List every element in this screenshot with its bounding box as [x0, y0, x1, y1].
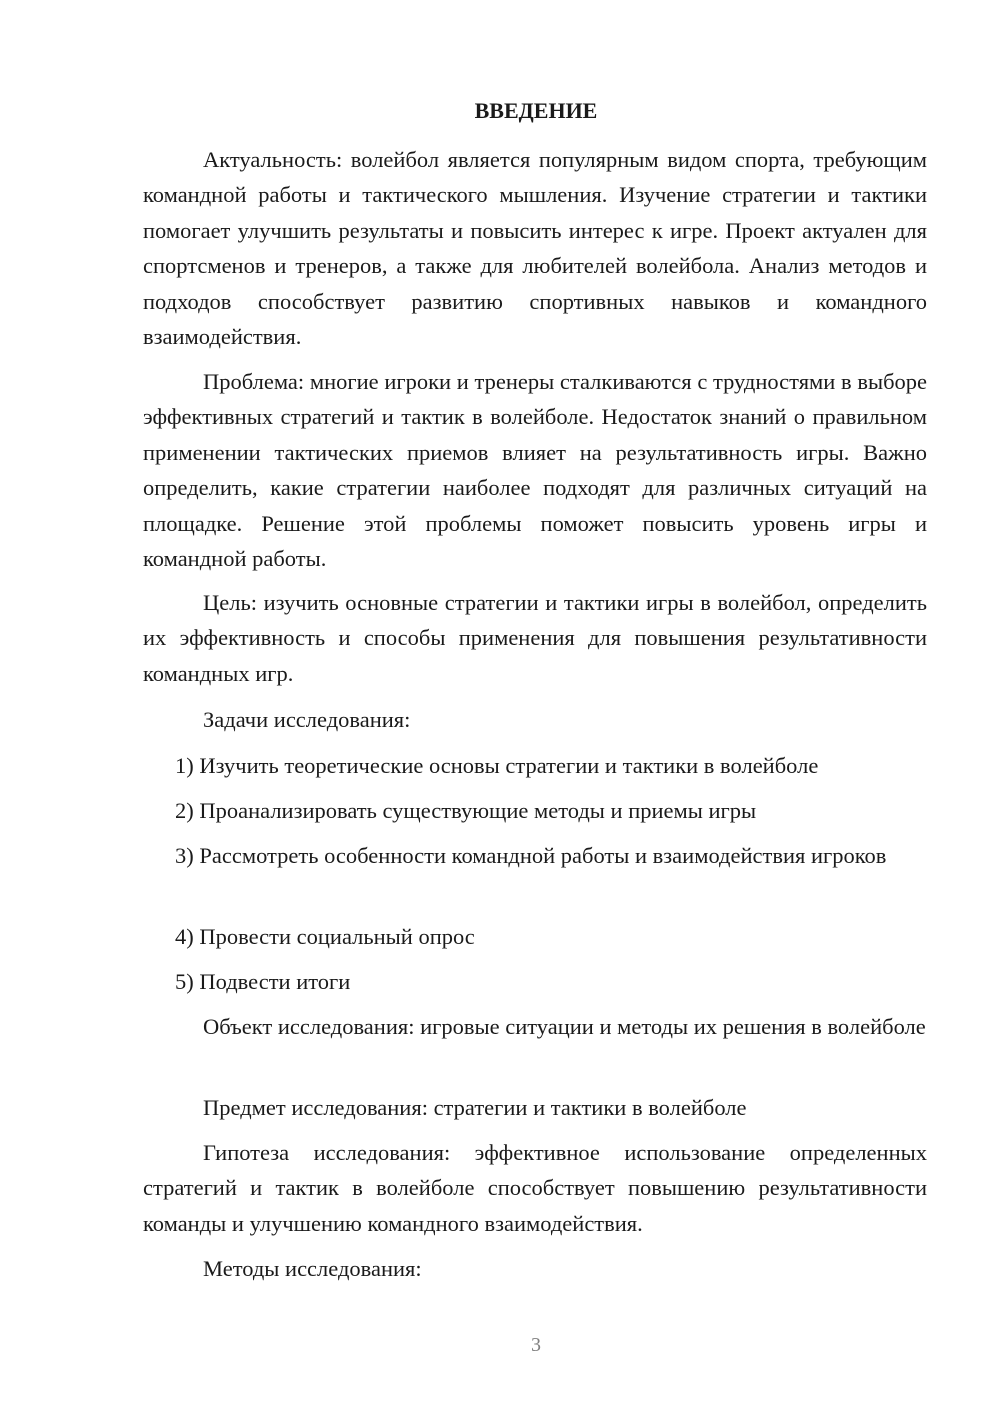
- object-paragraph: Объект исследования: игровые ситуации и методы их решения в волейболе: [203, 1014, 926, 1039]
- goal-paragraph: Цель: изучить основные стратегии и тактики игры в волейбол, определить их эффективность и способы применения для повышения результативности командных игр.: [143, 590, 927, 686]
- task-item: 5) Подвести итоги: [175, 969, 351, 994]
- task-item: 3) Рассмотреть особенности командной работы и взаимодействия игроков: [175, 843, 887, 868]
- subject-paragraph: Предмет исследования: стратегии и тактики в волейболе: [203, 1095, 747, 1120]
- page-number: 3: [531, 1334, 541, 1356]
- task-item: 1) Изучить теоретические основы стратегии и тактики в волейболе: [175, 753, 819, 778]
- task-item: 4) Провести социальный опрос: [175, 924, 475, 949]
- tasks-title: Задачи исследования:: [203, 707, 411, 732]
- problem-paragraph: Проблема: многие игроки и тренеры сталкиваются с трудностями в выборе эффективных стратегий и тактик в волейболе. Недостаток знаний о правильном применении тактических приемов влияет на результативность игры. Важно определить, какие стратегии наиболее подходят для различных ситуаций на площадке. Решение этой проблемы поможет повысить уровень игры и командной работы.: [143, 369, 927, 572]
- relevance-paragraph: Актуальность: волейбол является популярным видом спорта, требующим командной работы и тактического мышления. Изучение стратегии и тактики помогает улучшить результаты и повысить интерес к игре. Проект актуален для спортсменов и тренеров, а также для любителей волейбола. Анализ методов и подходов способствует развитию спортивных навыков и командного взаимодействия.: [143, 147, 927, 350]
- task-item: 2) Проанализировать существующие методы и приемы игры: [175, 798, 757, 823]
- methods-title: Методы исследования:: [203, 1256, 422, 1281]
- hypothesis-paragraph: Гипотеза исследования: эффективное использование определенных стратегий и тактик в волейболе способствует повышению результативности команды и улучшению командного взаимодействия.: [143, 1140, 927, 1236]
- section-heading: ВВЕДЕНИЕ: [474, 98, 598, 123]
